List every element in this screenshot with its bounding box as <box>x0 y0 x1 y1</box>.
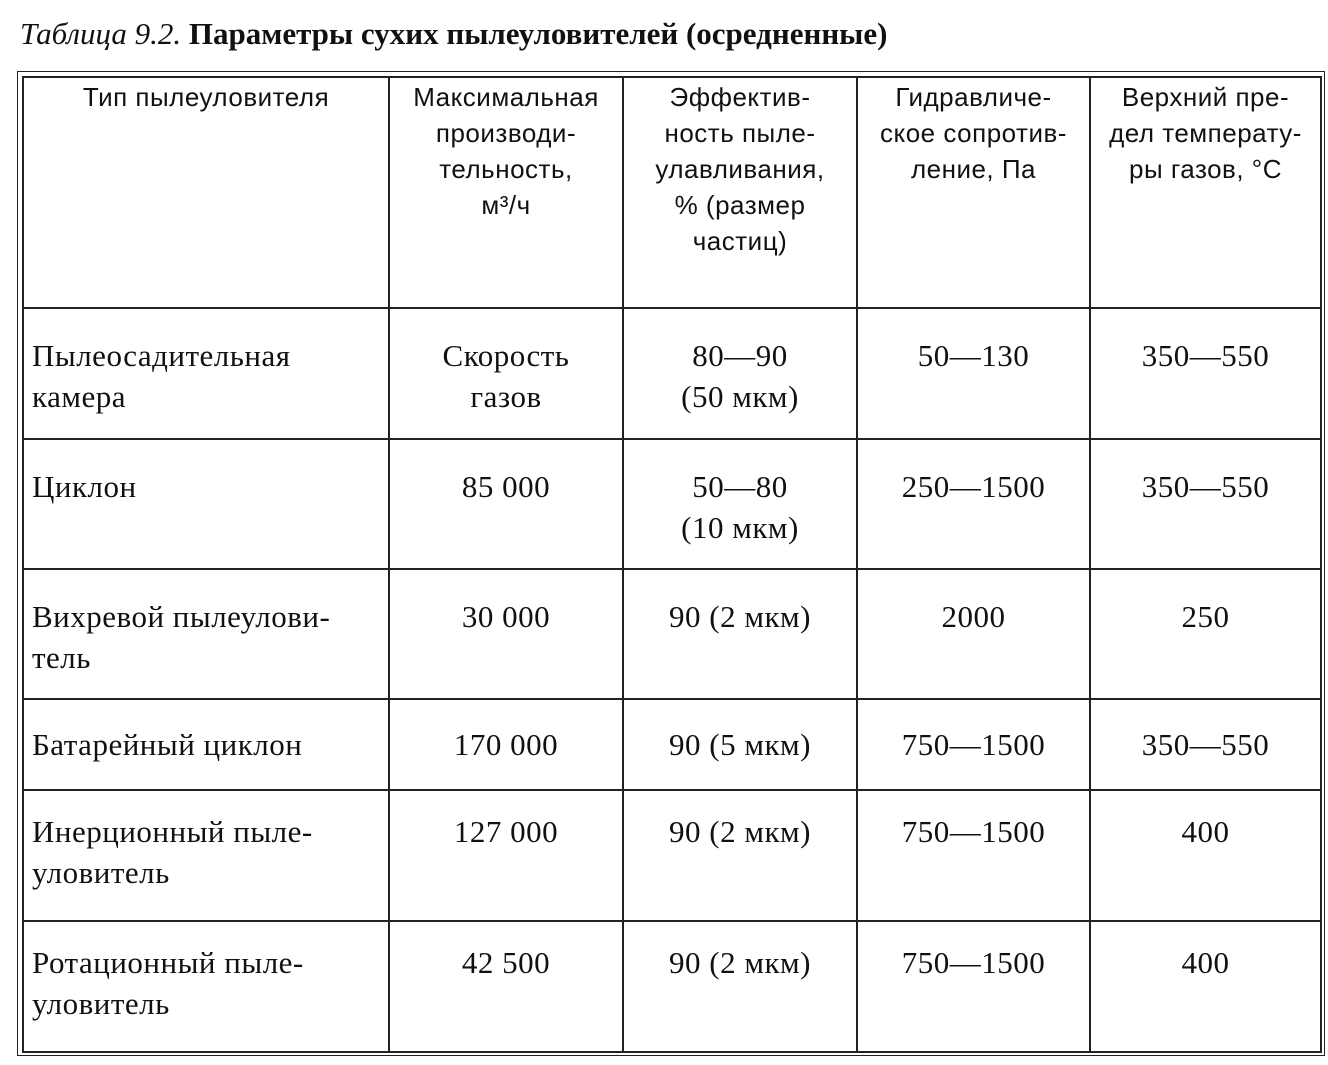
cell-resistance: 50—130 <box>857 308 1090 439</box>
cell-temperature: 350—550 <box>1090 308 1321 439</box>
cell-efficiency: 90 (2 мкм) <box>623 790 857 921</box>
table-label: Таблица 9.2. <box>20 16 182 51</box>
cell-type: Циклон <box>23 439 389 569</box>
cell-resistance: 250—1500 <box>857 439 1090 569</box>
header-cell-efficiency: Эффектив- ность пыле- улавливания, % (размер частиц) <box>623 77 857 308</box>
dust-collectors-table <box>22 76 1322 1053</box>
cell-type: Инерционный пыле- уловитель <box>23 790 389 921</box>
cell-capacity: 127 000 <box>389 790 623 921</box>
table-row <box>23 569 1321 699</box>
header-cell-resistance: Гидравличе- ское сопротив- ление, Па <box>857 77 1090 308</box>
cell-efficiency: 80—90 (50 мкм) <box>623 308 857 439</box>
table-row <box>23 308 1321 439</box>
cell-temperature: 350—550 <box>1090 439 1321 569</box>
cell-efficiency: 90 (2 мкм) <box>623 569 857 699</box>
cell-type: Вихревой пылеулови- тель <box>23 569 389 699</box>
cell-resistance: 750—1500 <box>857 699 1090 790</box>
cell-temperature: 250 <box>1090 569 1321 699</box>
table-row <box>23 439 1321 569</box>
cell-type: Пылеосадительная камера <box>23 308 389 439</box>
cell-temperature: 350—550 <box>1090 699 1321 790</box>
header-cell-temperature: Верхний пре- дел температу- ры газов, °С <box>1090 77 1321 308</box>
cell-resistance: 750—1500 <box>857 790 1090 921</box>
cell-capacity: 30 000 <box>389 569 623 699</box>
table-row <box>23 790 1321 921</box>
table-row <box>23 699 1321 790</box>
table-title: Параметры сухих пылеуловителей (осредненные) <box>188 16 888 51</box>
header-cell-type: Тип пылеуловителя <box>23 77 389 308</box>
cell-resistance: 2000 <box>857 569 1090 699</box>
header-row <box>23 77 1321 308</box>
cell-efficiency: 90 (2 мкм) <box>623 921 857 1052</box>
table-row <box>23 921 1321 1052</box>
cell-type: Ротационный пыле- уловитель <box>23 921 389 1052</box>
header-cell-capacity: Максимальная производи- тельность, м³/ч <box>389 77 623 308</box>
cell-efficiency: 50—80 (10 мкм) <box>623 439 857 569</box>
cell-capacity: 170 000 <box>389 699 623 790</box>
cell-capacity: 85 000 <box>389 439 623 569</box>
cell-capacity: 42 500 <box>389 921 623 1052</box>
table-caption <box>20 14 887 54</box>
cell-temperature: 400 <box>1090 790 1321 921</box>
cell-type: Батарейный циклон <box>23 699 389 790</box>
cell-capacity: Скорость газов <box>389 308 623 439</box>
cell-efficiency: 90 (5 мкм) <box>623 699 857 790</box>
cell-temperature: 400 <box>1090 921 1321 1052</box>
cell-resistance: 750—1500 <box>857 921 1090 1052</box>
